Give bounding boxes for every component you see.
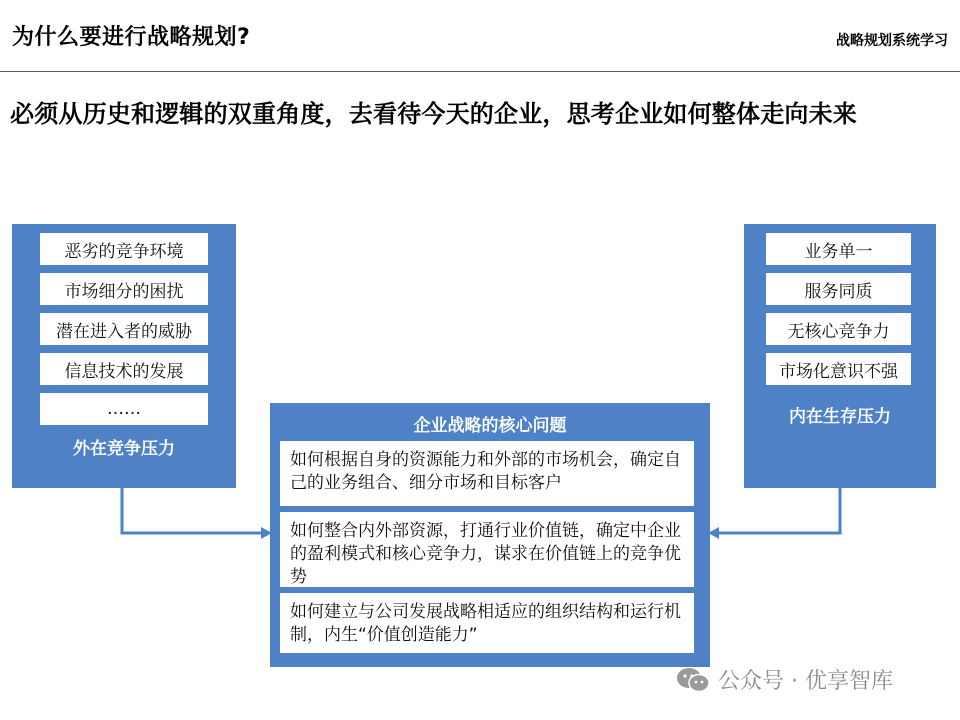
external-pressure-item: 信息技术的发展 <box>40 353 208 385</box>
right-connector-arrow <box>717 488 840 533</box>
external-pressure-item: …… <box>40 393 208 425</box>
external-pressure-item: 恶劣的竞争环境 <box>40 233 208 265</box>
internal-pressure-item: 服务同质 <box>766 273 911 305</box>
watermark-text: 公众号 · 优享智库 <box>718 669 893 694</box>
core-issues-title: 企业战略的核心问题 <box>413 416 567 436</box>
internal-pressure-item: 市场化意识不强 <box>766 353 911 385</box>
wechat-icon <box>676 666 710 694</box>
headline: 必须从历史和逻辑的双重角度，去看待今天的企业，思考企业如何整体走向未来 <box>10 100 857 128</box>
external-pressure-item: 潜在进入者的威胁 <box>40 313 208 345</box>
core-issue-item: 如何建立与公司发展战略相适应的组织结构和运行机制，内生“价值创造能力” <box>280 593 694 653</box>
external-pressure-label: 外在竞争压力 <box>73 439 175 459</box>
internal-pressure-item: 业务单一 <box>766 233 911 265</box>
page-title: 为什么要进行战略规划? <box>12 25 251 50</box>
internal-pressure-item: 无核心竞争力 <box>766 313 911 345</box>
external-pressure-item: 市场细分的困扰 <box>40 273 208 305</box>
left-arrowhead <box>261 527 272 539</box>
core-issue-item: 如何整合内外部资源，打通行业价值链，确定中企业的盈利模式和核心竞争力，谋求在价值链上的竞争优势 <box>280 512 694 587</box>
watermark <box>676 664 893 695</box>
series-label: 战略规划系统学习 <box>836 33 948 49</box>
internal-pressure-label: 内在生存压力 <box>789 407 891 427</box>
left-connector-arrow <box>122 488 263 533</box>
right-arrowhead <box>708 527 719 539</box>
core-issue-item: 如何根据自身的资源能力和外部的市场机会，确定自己的业务组合、细分市场和目标客户 <box>280 441 694 506</box>
